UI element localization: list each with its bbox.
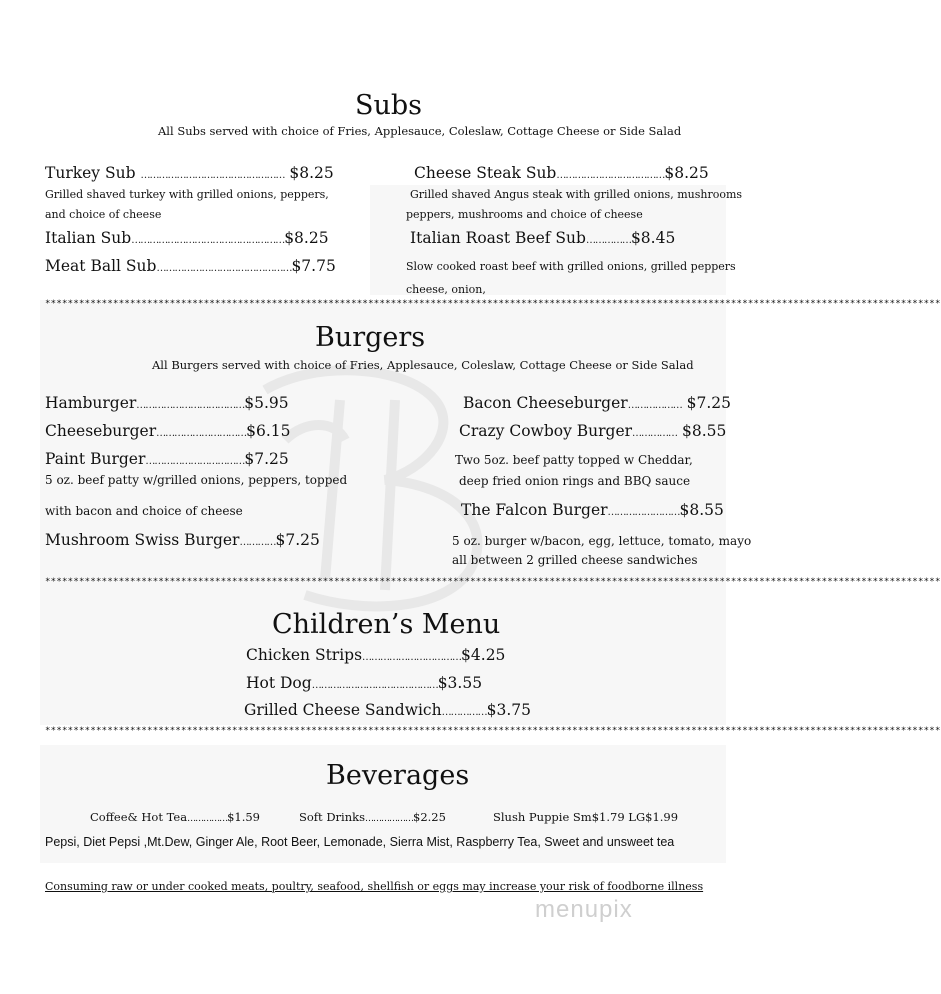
item-dots: ……………………………… (556, 170, 665, 181)
item-dots: …………………………………… (311, 680, 438, 691)
children-title: Children’s Menu (272, 609, 501, 640)
menu-item-meat-ball-sub (45, 257, 336, 275)
item-name: The Falcon Burger (461, 501, 608, 519)
item-name: Chicken Strips (246, 646, 363, 664)
menu-item-grilled-cheese-sandwich (244, 701, 531, 719)
item-price: $2.25 (413, 810, 446, 824)
menu-item-bacon-cheeseburger (463, 394, 731, 412)
menu-item-paint-burger (45, 450, 289, 468)
menu-item-hot-dog (246, 674, 482, 692)
item-price: $8.25 (289, 164, 334, 182)
cheese-steak-desc-2: peppers, mushrooms and choice of cheese (406, 208, 643, 221)
item-dots: …………… (187, 814, 228, 824)
item-name: Cheese Steak Sub (414, 164, 557, 182)
item-price: $8.45 (630, 229, 676, 247)
divider-3: ************************************************************************************************************************************************************** (45, 726, 941, 736)
roast-beef-desc-2: cheese, onion, (406, 283, 486, 296)
item-price-lg: $1.99 (645, 810, 679, 824)
beverage-coffee-hot-tea (90, 810, 260, 824)
menu-item-chicken-strips (246, 646, 505, 664)
item-name: Italian Sub (45, 229, 132, 247)
food-safety-warning: Consuming raw or under cooked meats, poultry, seafood, shellfish or eggs may increase your risk of foodborne illness (45, 880, 704, 893)
item-name: Italian Roast Beef Sub (410, 229, 586, 247)
beverage-soft-drinks (299, 810, 446, 824)
item-dots: ……………………………… (136, 400, 245, 411)
menupix-watermark: menupix (535, 896, 633, 923)
item-dots: ………………………………………… (140, 170, 285, 181)
beverage-list: Pepsi, Diet Pepsi ,Mt.Dew, Ginger Ale, Root Beer, Lemonade, Sierra Mist, Raspberry Tea, Sweet and unsweet tea (45, 835, 675, 849)
item-price: $8.25 (284, 229, 329, 247)
item-dots: ……………… (627, 400, 682, 411)
item-dots: ……………………………………… (156, 263, 292, 274)
menu-item-cheese-steak-sub (414, 164, 709, 182)
item-price: $4.25 (461, 646, 506, 664)
falcon-desc-1: 5 oz. burger w/bacon, egg, lettuce, tomato, mayo (452, 534, 752, 548)
divider-1: ************************************************************************************************************************************************************** (45, 299, 941, 309)
cheese-steak-desc-1: Grilled shaved Angus steak with grilled onions, mushrooms (410, 188, 743, 201)
item-name: Bacon Cheeseburger (463, 394, 628, 412)
item-dots: ………… (239, 537, 276, 548)
subs-title: Subs (355, 90, 423, 121)
item-dots: …………… (632, 428, 678, 439)
item-name: Slush Puppie Sm (493, 810, 592, 824)
item-dots: …………………… (607, 507, 680, 518)
item-dots: …………………………… (145, 456, 245, 467)
turkey-sub-desc-1: Grilled shaved turkey with grilled onions, peppers, (45, 188, 329, 201)
item-price: $7.25 (686, 394, 731, 412)
item-price: $7.25 (244, 450, 289, 468)
item-dots: ……………… (365, 814, 414, 824)
item-name: Hot Dog (246, 674, 312, 692)
menu-item-falcon-burger (461, 501, 724, 519)
item-name: Hamburger (45, 394, 137, 412)
item-dots: …………………………… (362, 652, 462, 663)
item-name: Cheeseburger (45, 422, 157, 440)
item-price: $8.55 (681, 422, 727, 440)
paint-burger-desc-2: with bacon and choice of cheese (45, 504, 243, 518)
item-price: $6.15 (246, 422, 291, 440)
menu-item-italian-roast-beef-sub (410, 229, 675, 247)
menu-item-cheeseburger (45, 422, 291, 440)
burgers-title: Burgers (315, 322, 426, 353)
item-dots: …………………………………………… (131, 235, 285, 246)
item-price: $3.55 (437, 674, 483, 692)
menu-item-hamburger (45, 394, 289, 412)
item-name: Grilled Cheese Sandwich (244, 701, 442, 719)
item-dots: ………………………… (156, 428, 247, 439)
item-name: Coffee& Hot Tea (90, 810, 188, 824)
menu-item-crazy-cowboy-burger (459, 422, 726, 440)
item-dots: …………… (585, 235, 631, 246)
item-label-lg: LG (624, 810, 646, 824)
item-price: $7.25 (275, 531, 320, 549)
item-price: $5.95 (244, 394, 289, 412)
item-name: Mushroom Swiss Burger (45, 531, 240, 549)
cowboy-desc-2: deep fried onion rings and BBQ sauce (459, 474, 691, 488)
burgers-subtitle: All Burgers served with choice of Fries, Applesauce, Coleslaw, Cottage Cheese or Side Salad (152, 358, 694, 372)
falcon-desc-2: all between 2 grilled cheese sandwiches (452, 553, 698, 567)
turkey-sub-desc-2: and choice of cheese (45, 208, 162, 221)
menu-item-italian-sub (45, 229, 329, 247)
item-name: Turkey Sub (45, 164, 136, 182)
item-price: $8.25 (664, 164, 709, 182)
beverage-slush-puppie (493, 810, 678, 824)
divider-2: ************************************************************************************************************************************************************** (45, 577, 941, 587)
subs-subtitle: All Subs served with choice of Fries, Applesauce, Coleslaw, Cottage Cheese or Side Salad (158, 124, 682, 138)
item-name: Soft Drinks (299, 810, 366, 824)
item-price: $7.75 (291, 257, 336, 275)
item-name: Crazy Cowboy Burger (459, 422, 633, 440)
beverages-title: Beverages (326, 760, 470, 791)
item-name: Meat Ball Sub (45, 257, 157, 275)
item-price-sm: $1.79 (591, 810, 625, 824)
item-name: Paint Burger (45, 450, 146, 468)
cowboy-desc-1: Two 5oz. beef patty topped w Cheddar, (455, 453, 693, 467)
item-dots: …………… (441, 707, 487, 718)
paint-burger-desc-1: 5 oz. beef patty w/grilled onions, peppers, topped (45, 473, 348, 487)
item-price: $8.55 (679, 501, 724, 519)
item-price: $3.75 (486, 701, 531, 719)
menu-item-turkey-sub (45, 164, 334, 182)
roast-beef-desc-1: Slow cooked roast beef with grilled onions, grilled peppers (406, 260, 736, 273)
menu-item-mushroom-swiss-burger (45, 531, 320, 549)
item-price: $1.59 (227, 810, 261, 824)
